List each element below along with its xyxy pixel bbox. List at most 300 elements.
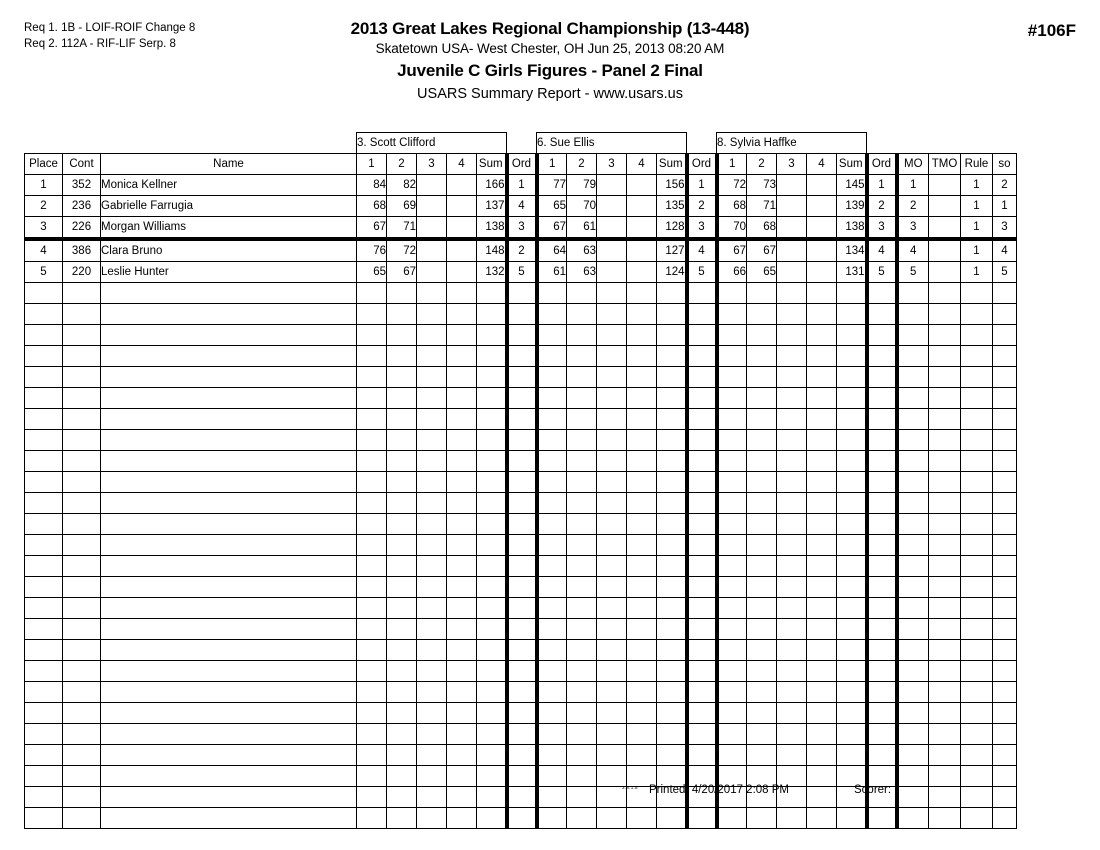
cell-empty: [747, 451, 777, 472]
cell-judge1-ord: 1: [507, 175, 537, 196]
cell-empty: [387, 745, 417, 766]
cell-empty: [507, 640, 537, 661]
cell-empty: [417, 535, 447, 556]
cell-empty: [417, 514, 447, 535]
cell-empty: [63, 304, 101, 325]
cell-empty: [477, 661, 507, 682]
cell-empty: [777, 682, 807, 703]
cell-empty: [657, 619, 687, 640]
cell-judge1-mark2: 67: [387, 262, 417, 283]
cell-empty: [929, 514, 961, 535]
cell-empty: [477, 472, 507, 493]
cell-empty: [567, 535, 597, 556]
cell-judge3-ord: 3: [867, 217, 897, 240]
cell-empty: [993, 682, 1017, 703]
cell-rule: 1: [961, 239, 993, 262]
cell-empty: [25, 493, 63, 514]
cell-empty: [477, 535, 507, 556]
cell-empty: [25, 745, 63, 766]
cell-empty: [961, 619, 993, 640]
cell-empty: [747, 472, 777, 493]
cell-empty: [961, 535, 993, 556]
cell-empty: [627, 703, 657, 724]
requirement-line: Req 1. 1B - LOIF-ROIF Change 8: [24, 22, 196, 34]
cell-empty: [687, 682, 717, 703]
cell-empty: [101, 682, 357, 703]
cell-empty: [447, 703, 477, 724]
cell-empty: [867, 724, 897, 745]
table-row-empty: [25, 724, 1017, 745]
cell-empty: [993, 472, 1017, 493]
cell-empty: [717, 724, 747, 745]
cell-place: 5: [25, 262, 63, 283]
cell-empty: [63, 535, 101, 556]
report-subtitle: USARS Summary Report - www.usars.us: [417, 86, 683, 102]
cell-judge3-mark3: [777, 239, 807, 262]
cell-tmo: [929, 262, 961, 283]
cell-empty: [507, 325, 537, 346]
cell-empty: [25, 640, 63, 661]
cell-judge2-mark3: [597, 239, 627, 262]
cell-empty: [567, 409, 597, 430]
cell-empty: [597, 283, 627, 304]
cell-empty: [929, 556, 961, 577]
cell-empty: [477, 619, 507, 640]
column-header-cont: Cont: [63, 154, 101, 175]
cell-mo: 3: [897, 217, 929, 240]
cell-empty: [25, 367, 63, 388]
cell-empty: [929, 661, 961, 682]
cell-empty: [477, 304, 507, 325]
cell-empty: [929, 808, 961, 829]
cell-empty: [717, 745, 747, 766]
cell-empty: [417, 724, 447, 745]
cell-empty: [657, 703, 687, 724]
cell-empty: [507, 808, 537, 829]
cell-empty: [477, 640, 507, 661]
cell-empty: [477, 367, 507, 388]
cell-judge2-mark4: [627, 175, 657, 196]
cell-empty: [25, 619, 63, 640]
cell-empty: [627, 577, 657, 598]
cell-empty: [687, 745, 717, 766]
event-title: Juvenile C Girls Figures - Panel 2 Final: [397, 61, 703, 80]
judge-band-gap: [687, 133, 717, 154]
cell-empty: [897, 640, 929, 661]
cell-empty: [807, 430, 837, 451]
cell-judge3-ord: 5: [867, 262, 897, 283]
cell-empty: [961, 493, 993, 514]
cell-empty: [567, 514, 597, 535]
cell-judge2-mark4: [627, 262, 657, 283]
cell-judge1-mark4: [447, 175, 477, 196]
cell-empty: [25, 409, 63, 430]
cell-empty: [387, 682, 417, 703]
cell-empty: [717, 493, 747, 514]
cell-empty: [537, 745, 567, 766]
cell-empty: [993, 745, 1017, 766]
cell-empty: [929, 346, 961, 367]
cell-empty: [807, 598, 837, 619]
cell-empty: [357, 325, 387, 346]
column-header-judge3-mark4: 4: [807, 154, 837, 175]
cell-empty: [717, 514, 747, 535]
cell-empty: [387, 703, 417, 724]
cell-empty: [837, 514, 867, 535]
cell-empty: [627, 556, 657, 577]
cell-empty: [63, 409, 101, 430]
cell-empty: [867, 304, 897, 325]
cell-judge3-mark1: 70: [717, 217, 747, 240]
cell-empty: [897, 724, 929, 745]
cell-empty: [807, 346, 837, 367]
cell-empty: [897, 388, 929, 409]
cell-empty: [447, 304, 477, 325]
table-row-empty: [25, 535, 1017, 556]
cell-empty: [25, 283, 63, 304]
cell-empty: [627, 346, 657, 367]
cell-judge2-mark2: 61: [567, 217, 597, 240]
cell-empty: [101, 304, 357, 325]
footer: [24, 783, 1036, 801]
cell-empty: [357, 556, 387, 577]
cell-mo: 2: [897, 196, 929, 217]
cell-empty: [777, 346, 807, 367]
cell-empty: [417, 472, 447, 493]
cell-empty: [101, 661, 357, 682]
cell-empty: [961, 661, 993, 682]
cell-empty: [897, 577, 929, 598]
cell-judge3-sum: 138: [837, 217, 867, 240]
cell-empty: [101, 409, 357, 430]
cell-empty: [597, 514, 627, 535]
cell-so: 4: [993, 239, 1017, 262]
cell-empty: [837, 346, 867, 367]
cell-empty: [929, 367, 961, 388]
cell-empty: [837, 724, 867, 745]
cell-empty: [897, 283, 929, 304]
cell-empty: [747, 430, 777, 451]
cell-empty: [837, 598, 867, 619]
cell-empty: [897, 304, 929, 325]
cell-empty: [837, 745, 867, 766]
cell-empty: [837, 304, 867, 325]
cell-empty: [993, 556, 1017, 577]
cell-judge2-sum: 128: [657, 217, 687, 240]
cell-empty: [597, 808, 627, 829]
cell-judge3-mark1: 67: [717, 239, 747, 262]
cell-rule: 1: [961, 175, 993, 196]
cell-empty: [961, 514, 993, 535]
cell-empty: [657, 451, 687, 472]
cell-empty: [777, 703, 807, 724]
cell-empty: [807, 724, 837, 745]
cell-empty: [387, 808, 417, 829]
cell-empty: [567, 703, 597, 724]
cell-empty: [961, 283, 993, 304]
cell-empty: [357, 514, 387, 535]
cell-empty: [993, 409, 1017, 430]
cell-empty: [537, 346, 567, 367]
cell-judge2-mark3: [597, 196, 627, 217]
column-header-judge1-mark2: 2: [387, 154, 417, 175]
judge-band-spacer: [897, 133, 929, 154]
cell-tmo: [929, 239, 961, 262]
cell-empty: [447, 724, 477, 745]
cell-empty: [687, 493, 717, 514]
cell-empty: [993, 514, 1017, 535]
cell-judge1-mark3: [417, 196, 447, 217]
table-row-empty: [25, 577, 1017, 598]
cell-empty: [597, 451, 627, 472]
cell-empty: [417, 577, 447, 598]
cell-empty: [387, 388, 417, 409]
cell-empty: [837, 808, 867, 829]
cell-empty: [387, 493, 417, 514]
cell-empty: [657, 598, 687, 619]
cell-empty: [417, 325, 447, 346]
cell-judge2-ord: 3: [687, 217, 717, 240]
cell-empty: [717, 430, 747, 451]
cell-empty: [993, 430, 1017, 451]
cell-empty: [717, 703, 747, 724]
cell-empty: [567, 346, 597, 367]
cell-empty: [597, 724, 627, 745]
cell-empty: [837, 451, 867, 472]
cell-empty: [597, 346, 627, 367]
cell-empty: [961, 598, 993, 619]
cell-empty: [657, 640, 687, 661]
table-row-empty: [25, 409, 1017, 430]
cell-empty: [537, 409, 567, 430]
cell-empty: [101, 808, 357, 829]
cell-empty: [867, 640, 897, 661]
cell-empty: [597, 493, 627, 514]
cell-empty: [357, 283, 387, 304]
column-header-judge3-ord: Ord: [867, 154, 897, 175]
cell-mo: 1: [897, 175, 929, 196]
cell-empty: [63, 472, 101, 493]
cell-empty: [747, 535, 777, 556]
cell-empty: [477, 493, 507, 514]
cell-empty: [807, 745, 837, 766]
cell-cont: 352: [63, 175, 101, 196]
cell-empty: [897, 493, 929, 514]
cell-empty: [63, 451, 101, 472]
cell-empty: [477, 283, 507, 304]
cell-empty: [897, 472, 929, 493]
venue-line: Skatetown USA- West Chester, OH Jun 25, 2013 08:20 AM: [375, 41, 725, 56]
cell-judge1-mark3: [417, 217, 447, 240]
cell-judge3-mark1: 72: [717, 175, 747, 196]
cell-empty: [929, 640, 961, 661]
cell-empty: [867, 577, 897, 598]
cell-empty: [807, 703, 837, 724]
cell-empty: [627, 367, 657, 388]
cell-name: Clara Bruno: [101, 239, 357, 262]
cell-empty: [627, 661, 657, 682]
column-header-judge2-mark3: 3: [597, 154, 627, 175]
cell-empty: [657, 283, 687, 304]
judge-band-spacer: [101, 133, 357, 154]
cell-empty: [777, 619, 807, 640]
cell-empty: [25, 556, 63, 577]
cell-empty: [537, 556, 567, 577]
cell-empty: [597, 367, 627, 388]
cell-empty: [993, 388, 1017, 409]
cell-empty: [687, 535, 717, 556]
cell-empty: [807, 682, 837, 703]
cell-empty: [567, 283, 597, 304]
cell-empty: [537, 640, 567, 661]
cell-empty: [101, 346, 357, 367]
cell-empty: [567, 808, 597, 829]
judge-band-spacer: [63, 133, 101, 154]
cell-empty: [507, 430, 537, 451]
cell-empty: [63, 388, 101, 409]
cell-judge1-mark1: 68: [357, 196, 387, 217]
cell-empty: [687, 577, 717, 598]
column-header-judge1-mark4: 4: [447, 154, 477, 175]
cell-empty: [807, 556, 837, 577]
cell-empty: [417, 598, 447, 619]
cell-empty: [867, 808, 897, 829]
cell-empty: [387, 283, 417, 304]
cell-judge3-ord: 1: [867, 175, 897, 196]
cell-judge2-mark4: [627, 217, 657, 240]
cell-empty: [417, 430, 447, 451]
cell-empty: [25, 598, 63, 619]
cell-judge3-sum: 134: [837, 239, 867, 262]
cell-empty: [567, 724, 597, 745]
cell-empty: [897, 535, 929, 556]
table-row-empty: [25, 367, 1017, 388]
cell-empty: [25, 451, 63, 472]
cell-empty: [777, 409, 807, 430]
cell-empty: [101, 598, 357, 619]
cell-empty: [807, 304, 837, 325]
cell-empty: [687, 346, 717, 367]
cell-empty: [507, 724, 537, 745]
table-row-empty: [25, 304, 1017, 325]
cell-empty: [101, 451, 357, 472]
results-table: [24, 132, 1017, 829]
cell-empty: [387, 367, 417, 388]
cell-empty: [597, 409, 627, 430]
cell-empty: [993, 367, 1017, 388]
cell-empty: [101, 640, 357, 661]
cell-empty: [537, 598, 567, 619]
cell-empty: [357, 430, 387, 451]
cell-empty: [687, 514, 717, 535]
cell-empty: [687, 703, 717, 724]
cell-empty: [567, 451, 597, 472]
cell-empty: [717, 661, 747, 682]
cell-empty: [567, 661, 597, 682]
cell-empty: [837, 388, 867, 409]
cell-empty: [567, 598, 597, 619]
cell-empty: [717, 682, 747, 703]
cell-empty: [657, 661, 687, 682]
cell-judge2-ord: 2: [687, 196, 717, 217]
cell-empty: [357, 724, 387, 745]
cell-judge2-sum: 127: [657, 239, 687, 262]
cell-empty: [717, 640, 747, 661]
table-row-empty: [25, 388, 1017, 409]
cell-empty: [867, 388, 897, 409]
cell-name: Leslie Hunter: [101, 262, 357, 283]
cell-empty: [477, 451, 507, 472]
cell-empty: [777, 598, 807, 619]
cell-place: 3: [25, 217, 63, 240]
cell-empty: [447, 346, 477, 367]
cell-empty: [717, 451, 747, 472]
cell-empty: [687, 325, 717, 346]
cell-judge2-mark1: 77: [537, 175, 567, 196]
cell-empty: [417, 283, 447, 304]
cell-judge2-sum: 156: [657, 175, 687, 196]
cell-empty: [477, 724, 507, 745]
title-block: [0, 18, 1100, 105]
cell-empty: [597, 745, 627, 766]
cell-rule: 1: [961, 262, 993, 283]
cell-empty: [867, 409, 897, 430]
table-row-empty: [25, 619, 1017, 640]
cell-empty: [25, 661, 63, 682]
cell-empty: [777, 388, 807, 409]
cell-empty: [687, 808, 717, 829]
cell-empty: [567, 682, 597, 703]
cell-empty: [777, 535, 807, 556]
cell-empty: [777, 325, 807, 346]
cell-empty: [567, 745, 597, 766]
cell-empty: [597, 304, 627, 325]
cell-empty: [387, 451, 417, 472]
cell-empty: [477, 514, 507, 535]
cell-empty: [357, 388, 387, 409]
cell-empty: [567, 388, 597, 409]
cell-judge3-mark3: [777, 175, 807, 196]
cell-empty: [807, 619, 837, 640]
cell-empty: [897, 514, 929, 535]
cell-empty: [101, 724, 357, 745]
cell-empty: [417, 304, 447, 325]
cell-empty: [507, 703, 537, 724]
cell-judge3-sum: 131: [837, 262, 867, 283]
cell-empty: [627, 598, 657, 619]
judge-band-gap: [507, 133, 537, 154]
cell-empty: [101, 514, 357, 535]
cell-empty: [867, 682, 897, 703]
cell-empty: [687, 367, 717, 388]
cell-judge2-mark1: 64: [537, 239, 567, 262]
cell-empty: [777, 430, 807, 451]
cell-judge3-mark2: 68: [747, 217, 777, 240]
cell-empty: [101, 493, 357, 514]
cell-empty: [747, 409, 777, 430]
cell-empty: [417, 493, 447, 514]
cell-so: 3: [993, 217, 1017, 240]
cell-empty: [807, 388, 837, 409]
cell-empty: [537, 472, 567, 493]
cell-empty: [537, 430, 567, 451]
cell-empty: [357, 640, 387, 661]
cell-empty: [627, 682, 657, 703]
cell-empty: [837, 283, 867, 304]
cell-empty: [717, 598, 747, 619]
cell-empty: [747, 325, 777, 346]
column-header-judge3-mark2: 2: [747, 154, 777, 175]
